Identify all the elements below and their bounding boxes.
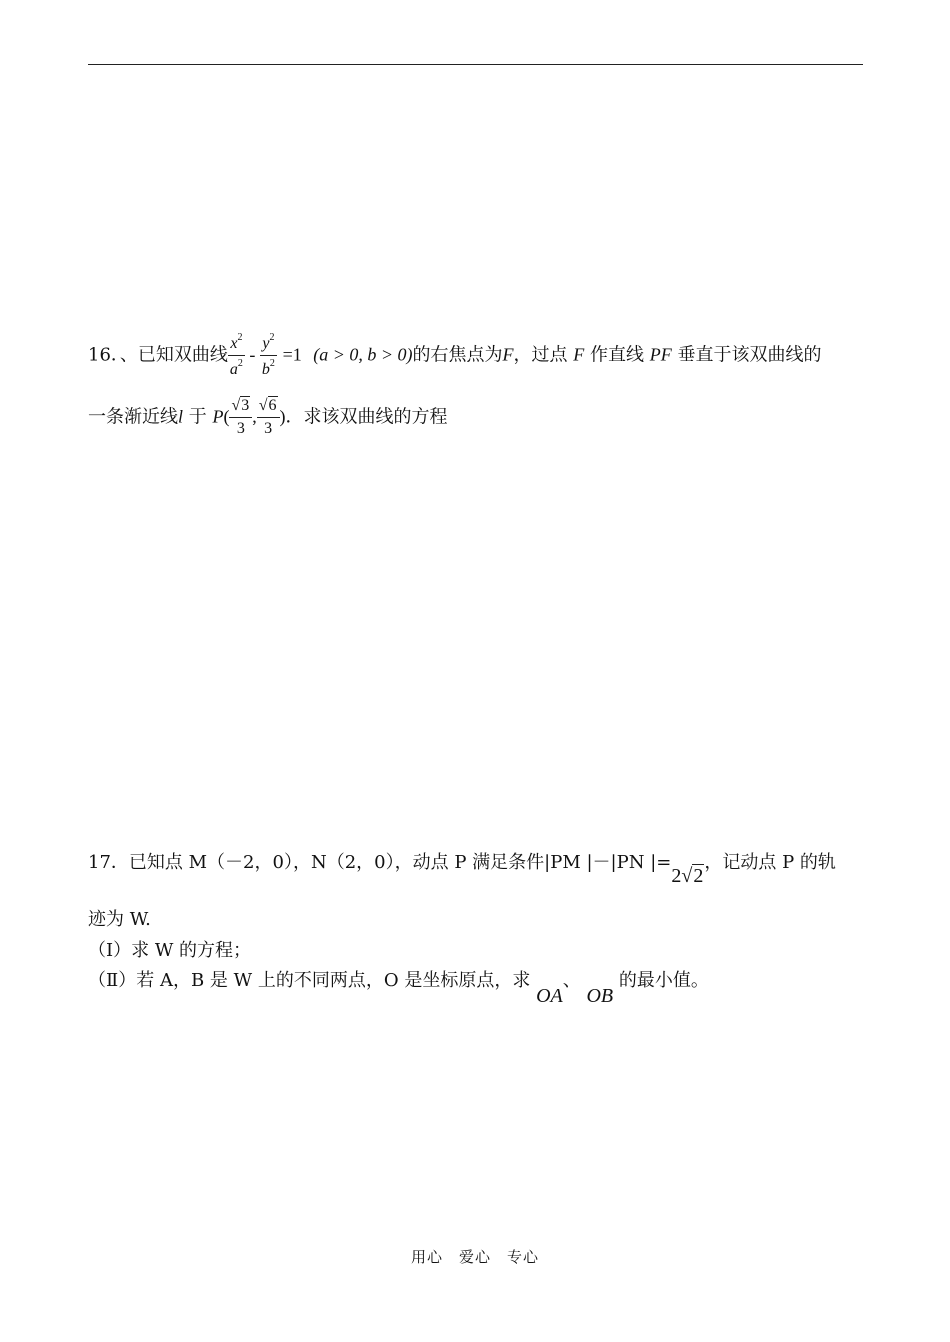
q16-text4: 垂直于该双曲线的: [677, 344, 822, 366]
fraction-y2-b2: [260, 333, 277, 378]
den-3: 3: [236, 420, 245, 437]
q17-part-2: [88, 966, 709, 1007]
comma: ,: [252, 406, 257, 427]
exp: 2: [237, 358, 243, 369]
a-var: a: [229, 361, 238, 378]
q17-line1-end: ，记动点 P 的轨: [704, 852, 836, 873]
q17-line-2: 迹为 W.: [88, 909, 151, 930]
q16-line-2: [88, 398, 448, 437]
coef: 2: [671, 865, 682, 887]
asymptote-l: l: [178, 406, 184, 427]
equals-one: =1: [282, 344, 302, 365]
header-rule: [88, 64, 863, 65]
condition: (a > 0, b > 0): [313, 344, 413, 365]
exp: 2: [269, 358, 275, 369]
fraction-root3-3: $\frac{√3}{3}$: [229, 398, 252, 437]
q17-part2-text: （Ⅱ）若 A，B 是 W 上的不同两点，O 是坐标原点，求: [88, 970, 531, 991]
q16-line-1: [88, 333, 821, 378]
x-var: x: [230, 335, 238, 352]
q16-number: 16．: [88, 344, 120, 366]
q16-text3: 作直线: [590, 344, 644, 366]
b-var: b: [261, 361, 270, 378]
fraction-root6-3: $\frac{√6}{3}$: [257, 398, 280, 437]
dun-mark: 、: [562, 970, 581, 991]
den-3b: 3: [264, 420, 273, 437]
line-pf: PF: [649, 344, 672, 365]
fraction-x2-a2: [228, 333, 245, 378]
q16-text1: 的右焦点为: [412, 344, 503, 366]
exp: 2: [237, 332, 243, 343]
q16-intro: 、已知双曲线: [119, 344, 228, 366]
radicand-6: 6: [268, 397, 277, 414]
exp: 2: [269, 332, 275, 343]
q16-ask: ．求该双曲线的方程: [285, 406, 448, 428]
q17-part-1: （Ⅰ）求 W 的方程；: [88, 940, 252, 961]
radicand-2: 2: [693, 865, 704, 887]
q16-text2: ，过点: [513, 344, 568, 366]
two-root-two: 2√2: [671, 865, 704, 887]
vector-oa: OA: [536, 985, 563, 1007]
q17-line-1: [88, 848, 836, 887]
minus-sign: -: [244, 344, 260, 365]
close-paren: ): [279, 406, 286, 427]
page-footer: 用心 爱心 专心: [410, 1248, 539, 1266]
q17-part2-end: 的最小值。: [618, 970, 709, 991]
open-paren: (: [223, 406, 230, 427]
q16-line2-text: 一条渐近线: [88, 406, 178, 428]
focus-f: F: [502, 344, 514, 365]
q16-yu: 于: [188, 406, 207, 428]
vector-ob: OB: [586, 985, 614, 1007]
q17-line1-text: 17．已知点 M（－2，0），N（2，0），动点 P 满足条件|PM |－|PN |=: [88, 852, 672, 873]
y-var: y: [262, 335, 270, 352]
focus-f-2: F: [573, 344, 585, 365]
point-p: P: [212, 406, 224, 427]
radicand-3: 3: [241, 397, 250, 414]
